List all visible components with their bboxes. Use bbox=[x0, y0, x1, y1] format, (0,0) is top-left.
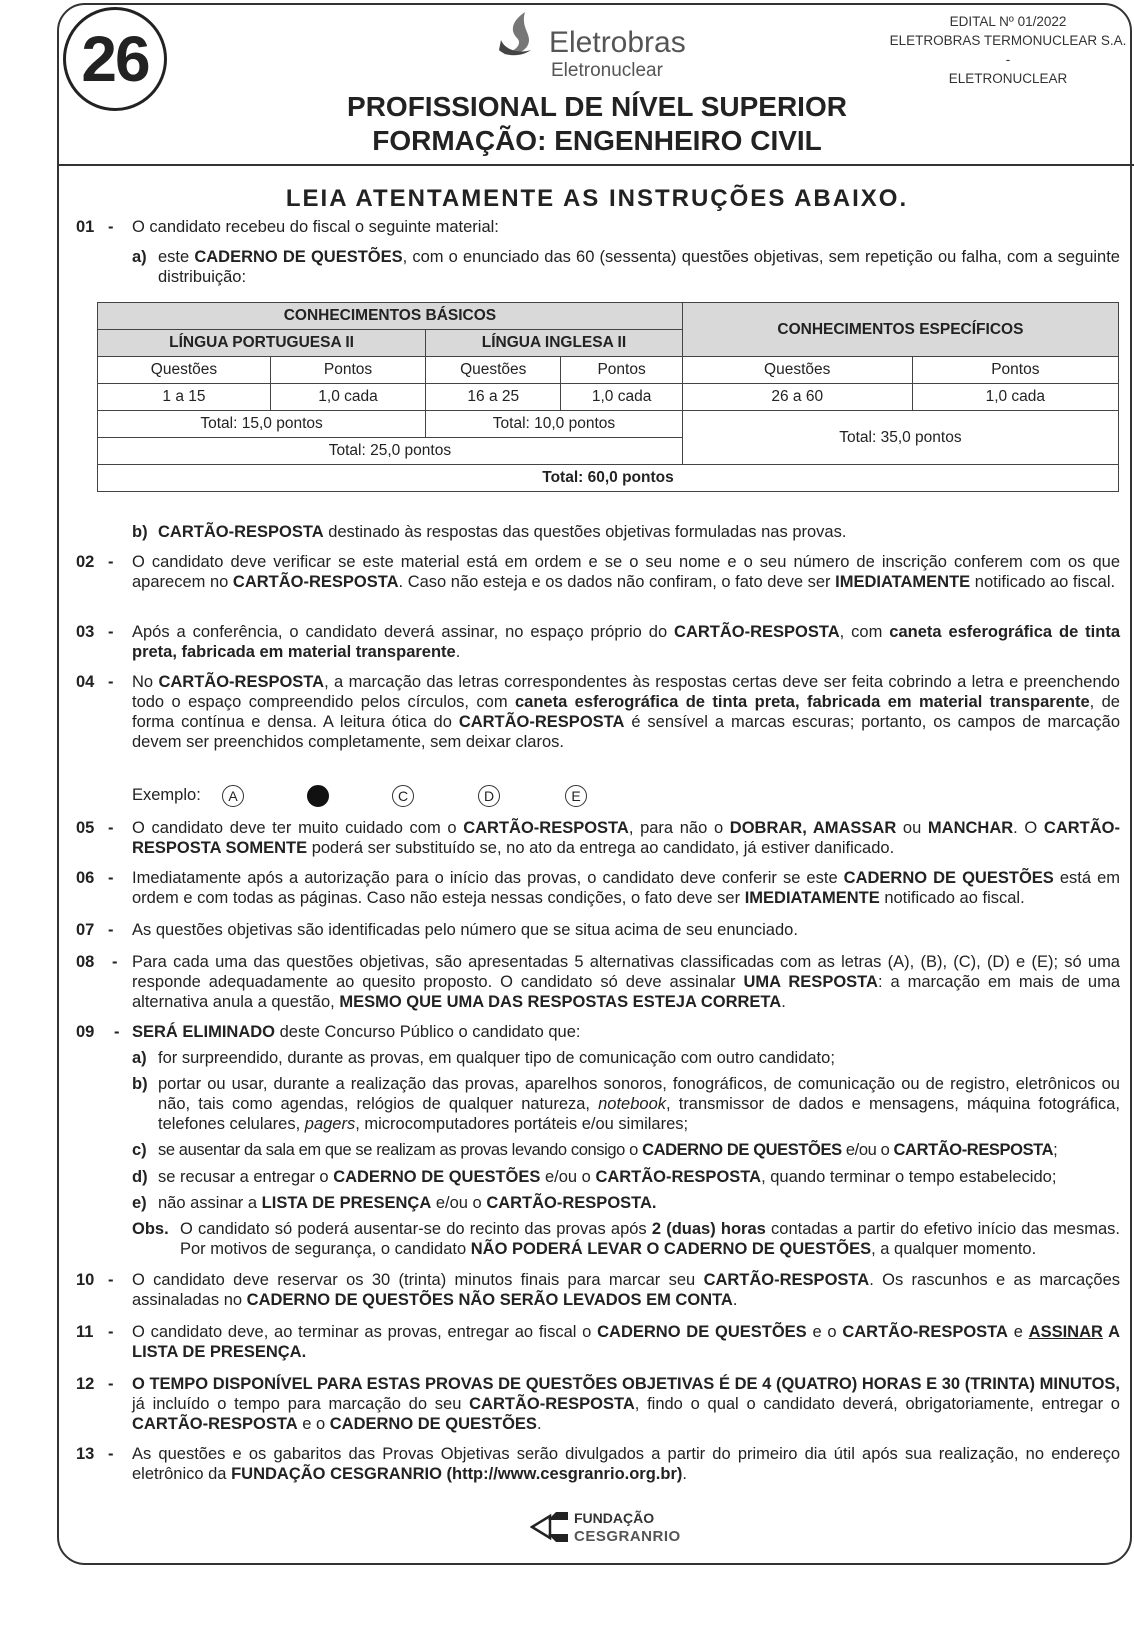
item-number: 11 bbox=[76, 1323, 94, 1341]
item-number: 05 bbox=[76, 819, 95, 837]
item-dash: - bbox=[108, 218, 114, 236]
instructions-heading: LEIA ATENTAMENTE AS INSTRUÇÕES ABAIXO. bbox=[285, 185, 909, 212]
item-number: 04 bbox=[76, 673, 95, 691]
table-cell: 26 a 60 bbox=[682, 384, 912, 411]
table-cell: Pontos bbox=[270, 357, 425, 384]
table-cell: Questões bbox=[98, 357, 271, 384]
sub-label: b) bbox=[132, 1075, 148, 1093]
item-number: 06 bbox=[76, 869, 95, 887]
table-cell: Total: 15,0 pontos bbox=[98, 411, 426, 438]
sub-label: a) bbox=[132, 1049, 147, 1067]
item-dash: - bbox=[108, 1323, 114, 1341]
sub-text: não assinar a LISTA DE PRESENÇA e/ou o CARTÃO-RESPOSTA. bbox=[158, 1194, 657, 1212]
item-dash: - bbox=[108, 1445, 114, 1463]
item-text: Imediatamente após a autorização para o início das provas, o candidato deve conferir se este CADERNO DE QUESTÕES está em ordem e com todas as páginas. Caso não esteja nessas condições, o fato deve ser IMEDIATAMENTE notificado ao fiscal. bbox=[132, 869, 1120, 907]
item-dash: - bbox=[108, 623, 114, 641]
table-cell: Total: 10,0 pontos bbox=[426, 411, 683, 438]
item-dash: - bbox=[108, 921, 114, 939]
logo-sub-text: Eletronuclear bbox=[551, 60, 663, 81]
sub-text: este CADERNO DE QUESTÕES, com o enunciado das 60 (sessenta) questões objetivas, sem repetição ou falha, com a seguinte distribuição: bbox=[158, 248, 1120, 286]
item-text: O candidato recebeu do fiscal o seguinte material: bbox=[132, 218, 499, 236]
item-number: 01 bbox=[76, 218, 95, 236]
obs-label: Obs. bbox=[132, 1220, 169, 1238]
sub-text: se recusar a entregar o CADERNO DE QUESTÕES e/ou o CARTÃO-RESPOSTA, quando terminar o tempo estabelecido; bbox=[158, 1168, 1057, 1186]
item-number: 03 bbox=[76, 623, 95, 641]
footer-logo-line1: FUNDAÇÃO bbox=[574, 1510, 655, 1526]
table-cell: Pontos bbox=[561, 357, 682, 384]
table-cell: 1,0 cada bbox=[270, 384, 425, 411]
sub-text: portar ou usar, durante a realização das provas, aparelhos sonoros, fonográficos, de comunicação ou de registro, eletrônicos ou não, tais como agendas, relógios de qualquer natureza, notebook, transmissor de dados e mensagens, máquina fotográfica, telefones celulares, pagers, microcomputadores portáteis e/ou similares; bbox=[158, 1075, 1120, 1133]
table-cell: Total: 35,0 pontos bbox=[682, 411, 1118, 465]
cesgranrio-logo bbox=[530, 1506, 681, 1546]
item-number: 12 bbox=[76, 1375, 95, 1393]
item-dash: - bbox=[108, 869, 114, 887]
table-grand-total: Total: 60,0 pontos bbox=[98, 465, 1119, 492]
item-number: 13 bbox=[76, 1445, 95, 1463]
item-number: 10 bbox=[76, 1271, 95, 1289]
table-cell: Total: 25,0 pontos bbox=[98, 438, 683, 465]
table-cell: Pontos bbox=[912, 357, 1118, 384]
item-text: O candidato deve verificar se este material está em ordem e se o seu nome e o seu número de inscrição conferem com os que aparecem no CARTÃO-RESPOSTA. Caso não esteja e os dados não confiram, o fato deve ser IMEDIATAMENTE notificado ao fiscal. bbox=[132, 553, 1120, 591]
item-text: O candidato deve ter muito cuidado com o CARTÃO-RESPOSTA, para não o DOBRAR, AMASSAR ou MANCHAR. O CARTÃO-RESPOSTA SOMENTE poderá ser substituído se, no ato da entrega ao candidato, já estiver danificado. bbox=[132, 819, 1120, 857]
sub-label: c) bbox=[132, 1141, 147, 1159]
item-dash: - bbox=[114, 1023, 120, 1041]
item-text: O candidato deve, ao terminar as provas, entregar ao fiscal o CADERNO DE QUESTÕES e o CARTÃO-RESPOSTA e ASSINAR A LISTA DE PRESENÇA. bbox=[132, 1323, 1120, 1361]
sub-text: for surpreendido, durante as provas, em qualquer tipo de comunicação com outro candidato; bbox=[158, 1049, 835, 1067]
item-text: As questões objetivas são identificadas pelo número que se situa acima de seu enunciado. bbox=[132, 921, 798, 939]
exam-number: 26 bbox=[81, 23, 149, 95]
sub-text: CARTÃO-RESPOSTA destinado às respostas das questões objetivas formuladas nas provas. bbox=[158, 523, 847, 541]
edital-line: ELETRONUCLEAR bbox=[948, 71, 1068, 86]
table-cell: 1,0 cada bbox=[561, 384, 682, 411]
item-dash: - bbox=[108, 819, 114, 837]
item-text: SERÁ ELIMINADO deste Concurso Público o candidato que: bbox=[132, 1023, 581, 1041]
item-dash: - bbox=[108, 1375, 114, 1393]
table-header-specific: CONHECIMENTOS ESPECÍFICOS bbox=[682, 303, 1118, 357]
obs-text: O candidato só poderá ausentar-se do recinto das provas após 2 (duas) horas contadas a partir do efetivo início das mesmas. Por motivos de segurança, o candidato NÃO PODERÁ LEVAR O CADERNO DE QUESTÕES, a qualquer momento. bbox=[180, 1220, 1120, 1258]
table-header-portuguese: LÍNGUA PORTUGUESA II bbox=[98, 330, 426, 357]
eletrobras-logo bbox=[495, 8, 695, 81]
edital-info bbox=[888, 12, 1128, 88]
footer-logo-line2: CESGRANRIO bbox=[574, 1528, 681, 1545]
item-text: O candidato deve reservar os 30 (trinta) minutos finais para marcar seu CARTÃO-RESPOSTA. Os rascunhos e as marcações assinaladas no CADERNO DE QUESTÕES NÃO SERÃO LEVADOS EM CONTA. bbox=[132, 1271, 1121, 1309]
title-line: FORMAÇÃO: ENGENHEIRO CIVIL bbox=[372, 125, 822, 156]
item-number: 09 bbox=[76, 1023, 95, 1041]
table-header-basic: CONHECIMENTOS BÁSICOS bbox=[98, 303, 683, 330]
table-cell: 1,0 cada bbox=[912, 384, 1118, 411]
header-divider bbox=[57, 164, 1134, 166]
page-title bbox=[60, 90, 1134, 158]
example-bubble-e: E bbox=[565, 785, 587, 807]
table-cell: Questões bbox=[682, 357, 912, 384]
item-number: 07 bbox=[76, 921, 95, 939]
item-number: 02 bbox=[76, 553, 95, 571]
item-dash: - bbox=[108, 673, 114, 691]
edital-line: ELETROBRAS TERMONUCLEAR S.A. - bbox=[889, 33, 1127, 67]
item-text: Após a conferência, o candidato deverá assinar, no espaço próprio do CARTÃO-RESPOSTA, com caneta esferográfica de tinta preta, fabricada em material transparente. bbox=[132, 623, 1120, 661]
sub-label: d) bbox=[132, 1168, 148, 1186]
cesgranrio-arrow-icon bbox=[530, 1510, 570, 1544]
item-text: No CARTÃO-RESPOSTA, a marcação das letras correspondentes às respostas certas deve ser feita cobrindo a letra e preenchendo todo o espaço compreendido pelos círculos, com caneta esferográfica de tinta preta, fabricada em material transparente, de forma contínua e densa. A leitura ótica do CARTÃO-RESPOSTA é sensível a marcas escuras; portanto, os campos de marcação devem ser preenchidos completamente, sem deixar claros. bbox=[132, 673, 1120, 751]
sub-text: se ausentar da sala em que se realizam as provas levando consigo o CADERNO DE QUESTÕES e/ou o CARTÃO-RESPOSTA; bbox=[158, 1141, 1058, 1159]
item-text: O TEMPO DISPONÍVEL PARA ESTAS PROVAS DE QUESTÕES OBJETIVAS É DE 4 (QUATRO) HORAS E 30 (TRINTA) MINUTOS, já incluído o tempo para marcação do seu CARTÃO-RESPOSTA, findo o qual o candidato deverá, obrigatoriamente, entregar o CARTÃO-RESPOSTA e o CADERNO DE QUESTÕES. bbox=[132, 1375, 1120, 1433]
item-text: Para cada uma das questões objetivas, são apresentadas 5 alternativas classificadas com as letras (A), (B), (C), (D) e (E); só uma responde adequadamente ao quesito proposto. O candidato só deve assinalar UMA RESPOSTA: a marcação em mais de uma alternativa anula a questão, MESMO QUE UMA DAS RESPOSTAS ESTEJA CORRETA. bbox=[132, 953, 1121, 1011]
table-cell: 16 a 25 bbox=[426, 384, 561, 411]
example-bubble-a: A bbox=[222, 785, 244, 807]
sub-label: e) bbox=[132, 1194, 147, 1212]
example-bubble-filled bbox=[307, 785, 329, 807]
example-bubble-c: C bbox=[392, 785, 414, 807]
sub-label: a) bbox=[132, 248, 147, 266]
eletrobras-mark-icon bbox=[495, 10, 543, 62]
item-dash: - bbox=[112, 953, 118, 971]
sub-label: b) bbox=[132, 523, 148, 541]
item-text: As questões e os gabaritos das Provas Objetivas serão divulgados a partir do primeiro dia útil após sua realização, no endereço eletrônico da FUNDAÇÃO CESGRANRIO (http://www.cesgranrio.org.br). bbox=[132, 1445, 1120, 1483]
example-label: Exemplo: bbox=[132, 786, 201, 804]
title-line: PROFISSIONAL DE NÍVEL SUPERIOR bbox=[347, 91, 847, 122]
table-cell: 1 a 15 bbox=[98, 384, 271, 411]
table-header-english: LÍNGUA INGLESA II bbox=[426, 330, 683, 357]
item-dash: - bbox=[108, 553, 114, 571]
item-number: 08 bbox=[76, 953, 95, 971]
edital-line: EDITAL Nº 01/2022 bbox=[949, 14, 1067, 29]
logo-brand-text: Eletrobras bbox=[549, 26, 686, 59]
table-cell: Questões bbox=[426, 357, 561, 384]
item-dash: - bbox=[108, 1271, 114, 1289]
example-bubble-d: D bbox=[478, 785, 500, 807]
question-distribution-table bbox=[97, 302, 1119, 492]
